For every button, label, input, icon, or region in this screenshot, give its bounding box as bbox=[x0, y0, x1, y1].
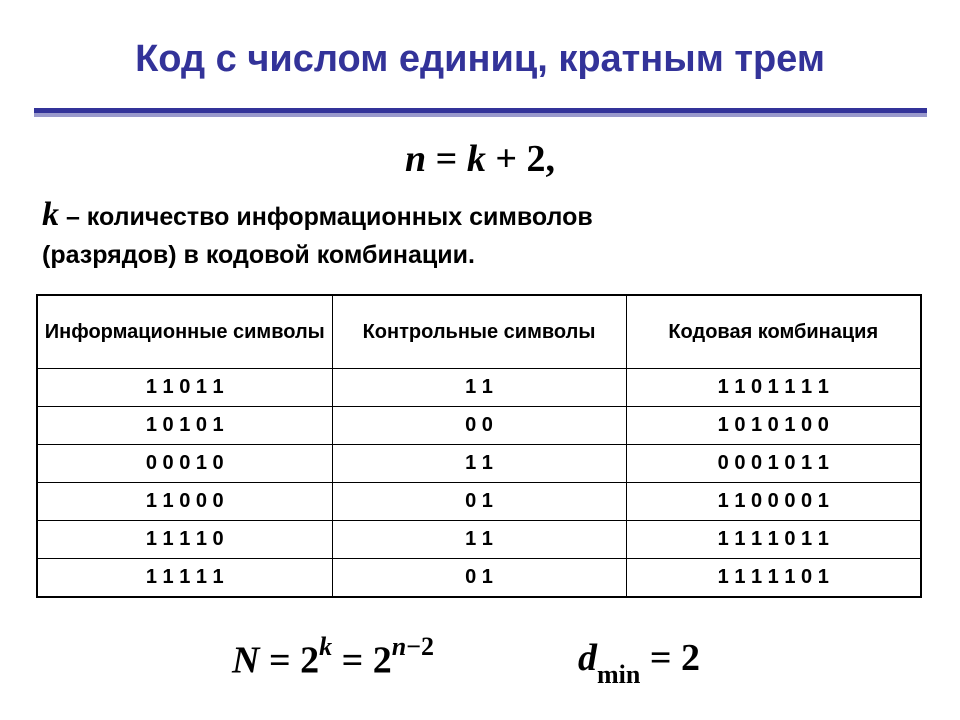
slide-title: Код с числом единиц, кратным трем bbox=[135, 38, 825, 80]
cell-control: 1 1 bbox=[332, 445, 626, 483]
cell-info: 1 1 1 1 1 bbox=[37, 559, 332, 598]
table-row bbox=[37, 559, 921, 598]
formula-d-var: d bbox=[578, 637, 597, 679]
formula-n-eq: = bbox=[426, 138, 467, 180]
table-header-row bbox=[37, 295, 921, 369]
cell-info: 1 1 0 0 0 bbox=[37, 483, 332, 521]
formula-N-exp2-rest: −2 bbox=[406, 632, 435, 661]
table-row bbox=[37, 445, 921, 483]
cell-control: 1 1 bbox=[332, 369, 626, 407]
title-underline bbox=[34, 108, 927, 117]
cell-code: 1 1 1 1 1 0 1 bbox=[626, 559, 921, 598]
description bbox=[42, 196, 922, 274]
description-line-1-text: – количество информационных символов bbox=[59, 203, 593, 231]
cell-code: 0 0 0 1 0 1 1 bbox=[626, 445, 921, 483]
formula-d-sub: min bbox=[597, 659, 641, 689]
formula-N-eq1: = 2 bbox=[259, 639, 320, 682]
formula-N-count bbox=[232, 632, 435, 683]
cell-code: 1 1 1 1 0 1 1 bbox=[626, 521, 921, 559]
cell-control: 1 1 bbox=[332, 521, 626, 559]
formula-n-var: n bbox=[405, 138, 427, 180]
cell-info: 1 1 1 1 0 bbox=[37, 521, 332, 559]
header-control-symbols: Контрольные символы bbox=[332, 295, 626, 369]
cell-code: 1 1 0 0 0 0 1 bbox=[626, 483, 921, 521]
cell-info: 1 1 0 1 1 bbox=[37, 369, 332, 407]
table-row bbox=[37, 483, 921, 521]
code-table bbox=[36, 294, 922, 598]
cell-control: 0 1 bbox=[332, 559, 626, 598]
header-code-combination: Кодовая комбинация bbox=[626, 295, 921, 369]
table-row bbox=[37, 369, 921, 407]
table-row bbox=[37, 521, 921, 559]
table-row bbox=[37, 407, 921, 445]
cell-control: 0 0 bbox=[332, 407, 626, 445]
formula-N-exp1 bbox=[319, 632, 332, 661]
description-line-2: (разрядов) в кодовой комбинации. bbox=[42, 241, 475, 269]
title-underline-light bbox=[34, 113, 927, 117]
formula-n-rest: + 2, bbox=[485, 138, 555, 180]
cell-info: 1 0 1 0 1 bbox=[37, 407, 332, 445]
description-line-1 bbox=[42, 196, 922, 236]
cell-info: 0 0 0 1 0 bbox=[37, 445, 332, 483]
formula-d-rest: = 2 bbox=[640, 637, 700, 679]
formula-N-var: N bbox=[232, 639, 260, 682]
formula-dmin bbox=[578, 636, 700, 689]
description-k-var: k bbox=[42, 196, 59, 233]
formula-N-exp2 bbox=[392, 632, 434, 661]
cell-code: 1 0 1 0 1 0 0 bbox=[626, 407, 921, 445]
cell-control: 0 1 bbox=[332, 483, 626, 521]
formula-N-exp2-var: n bbox=[391, 632, 407, 661]
formula-N-eq2: = 2 bbox=[332, 639, 392, 682]
header-info-symbols: Информационные символы bbox=[37, 295, 332, 369]
formula-N-exp1-var: k bbox=[319, 632, 333, 661]
formula-k-var: k bbox=[466, 138, 486, 180]
formula-n-equals-k-plus-2 bbox=[0, 137, 960, 181]
cell-code: 1 1 0 1 1 1 1 bbox=[626, 369, 921, 407]
